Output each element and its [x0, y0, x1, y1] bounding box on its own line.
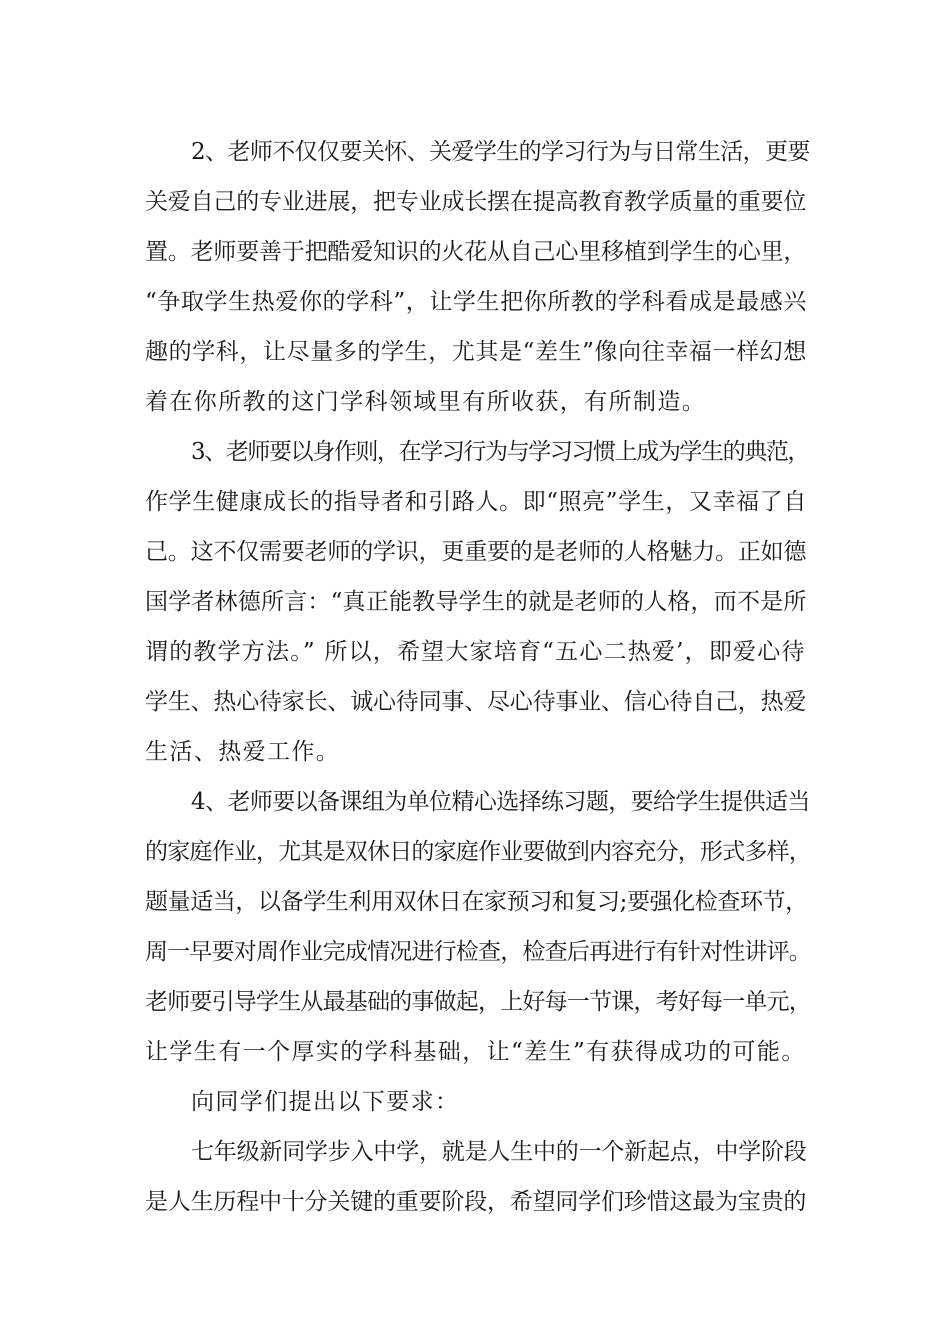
paragraph-5-line-1: 七年级新同学步入中学，就是人生中的一个新起点，中学阶段 [191, 1139, 807, 1165]
paragraph-3-line-4: 国学者林德所言：“真正能教导学生的就是老师的人格，而不是所 [145, 589, 807, 615]
paragraph-4-line-2: 的家庭作业，尤其是双休日的家庭作业要做到内容充分，形式多样， [145, 839, 812, 865]
paragraph-4-line-5: 老师要引导学生从最基础的事做起，上好每一节课，考好每一单元， [145, 989, 812, 1015]
paragraph-4-line-4: 周一早要对周作业完成情况进行检查，检查后再进行有针对性讲评。 [145, 939, 812, 965]
student-requirements-heading: 向同学们提出以下要求： [191, 1089, 460, 1115]
paragraph-2-line-1: 2、老师不仅仅要关怀、关爱学生的学习行为与日常生活，更要 [191, 139, 810, 165]
paragraph-3-line-7: 生活、热爱工作。 [145, 739, 341, 765]
paragraph-3-line-6: 学生、热心待家长、诚心待同事、尽心待事业、信心待自己，热爱 [145, 689, 807, 715]
paragraph-3-line-2: 作学生健康成长的指导者和引路人。即“照亮”学生，又幸福了自 [145, 489, 807, 515]
paragraph-3-line-3: 己。这不仅需要老师的学识，更重要的是老师的人格魅力。正如德 [145, 539, 807, 565]
paragraph-3-line-5: 谓的教学方法。” 所以，希望大家培育“五心二热爱’，即爱心待 [145, 639, 806, 665]
paragraph-2-line-5: 趣的学科，让尽量多的学生，尤其是“差生”像向往幸福一样幻想 [145, 339, 807, 365]
paragraph-2-line-3: 置。老师要善于把酷爱知识的火花从自己心里移植到学生的心里， [145, 239, 807, 265]
paragraph-5-line-2: 是人生历程中十分关键的重要阶段，希望同学们珍惜这最为宝贵的 [145, 1189, 807, 1215]
paragraph-3-line-1: 3、老师要以身作则，在学习行为与学习习惯上成为学生的典范， [191, 439, 810, 465]
paragraph-2-line-2: 关爱自己的专业进展，把专业成长摆在提高教育教学质量的重要位 [145, 189, 807, 215]
paragraph-4-line-6: 让学生有一个厚实的学科基础，让“差生”有获得成功的可能。 [145, 1039, 806, 1065]
document-body [145, 132, 811, 1232]
paragraph-2-line-4: “争取学生热爱你的学科”，让学生把你所教的学科看成是最感兴 [145, 289, 807, 315]
paragraph-4-line-1: 4、老师要以备课组为单位精心选择练习题，要给学生提供适当 [191, 789, 810, 815]
paragraph-4-line-3: 题量适当，以备学生利用双休日在家预习和复习;要强化检查环节， [145, 889, 808, 915]
paragraph-2-line-6: 着在你所教的这门学科领域里有所收获，有所制造。 [145, 389, 707, 415]
